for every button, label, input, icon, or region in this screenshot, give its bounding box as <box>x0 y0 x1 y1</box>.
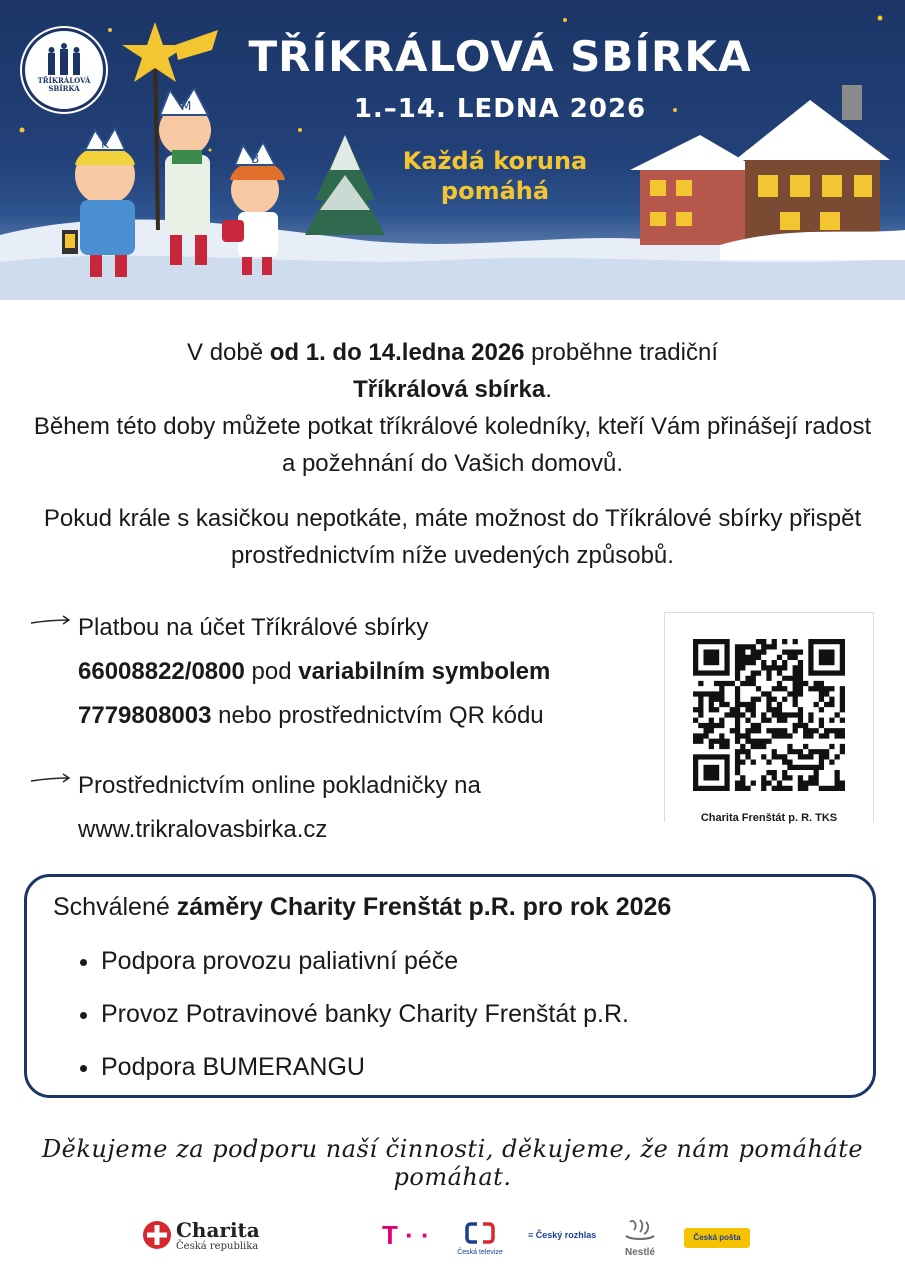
logo-text-line1: TŘÍKRÁLOVÁ <box>37 76 91 85</box>
banner-slogan <box>365 146 625 206</box>
rozhlas-icon: ≡ <box>528 1230 536 1240</box>
variable-symbol: 7779808003 <box>78 702 212 729</box>
crown-letter-b: B <box>251 152 260 166</box>
crown-letter-m: M <box>181 99 192 113</box>
three-kings-illustration <box>62 88 285 277</box>
intro-paragraph-2: Pokud krále s kasičkou nepotkáte, máte možnost do Tříkrálové sbírky přispět prostřednictvím níže uvedených způsobů. <box>43 505 862 569</box>
intro-text-a: V době <box>187 339 270 366</box>
nestle-name: Nestlé <box>624 1247 655 1258</box>
payment-online <box>78 764 658 852</box>
qr-code[interactable] <box>693 639 845 791</box>
charita-name: Charita <box>176 1218 260 1242</box>
goals-box <box>24 874 876 1098</box>
qr-caption: Charita Frenštát p. R. TKS <box>665 811 873 825</box>
intro-collection-name: Tříkrálová sbírka <box>353 376 546 403</box>
header-banner <box>0 0 905 300</box>
cesky-rozhlas-logo <box>528 1230 596 1240</box>
payment-line1: Platbou na účet Tříkrálové sbírky <box>78 614 429 641</box>
ct-name: Česká televize <box>457 1249 503 1256</box>
online-line1: Prostřednictvím online pokladničky na <box>78 772 481 799</box>
intro-text-b: proběhne tradiční <box>524 339 718 366</box>
logo-text-line2: SBÍRKA <box>48 84 80 93</box>
variable-symbol-label: variabilním symbolem <box>298 658 551 685</box>
arrow-right-icon <box>30 615 72 627</box>
goals-list <box>51 935 629 1094</box>
thanks-message: Děkujeme za podporu naší činnosti, děkujeme, že nám pomáháte pomáhat. <box>41 1135 864 1191</box>
qr-finder-pattern <box>693 639 730 676</box>
sponsor-logos <box>0 1210 905 1260</box>
slogan-line1: Každá koruna <box>402 147 588 175</box>
banner-dates: 1.–14. LEDNA 2026 <box>353 94 647 124</box>
three-crowns-icon <box>44 43 84 77</box>
qr-finder-pattern <box>693 754 730 791</box>
crown-letter-k: K <box>101 137 109 151</box>
telekom-logo: T · · <box>382 1220 430 1250</box>
payment-bank-transfer <box>78 606 658 738</box>
ceska-televize-logo <box>452 1222 508 1257</box>
intro-dates-bold: od 1. do 14.ledna 2026 <box>269 339 525 366</box>
trikralova-sbirka-logo <box>22 28 106 112</box>
nestle-nest-icon <box>622 1216 658 1242</box>
intro-paragraph <box>30 334 875 482</box>
goal-item: • Podpora provozu paliativní péče <box>101 935 629 988</box>
payment-under: pod <box>244 658 299 685</box>
charita-sub: Česká republika <box>176 1241 259 1252</box>
goals-title-bold: záměry Charity Frenštát p.R. pro rok 2026 <box>176 893 672 921</box>
banner-title: TŘÍKRÁLOVÁ SBÍRKA <box>248 32 752 81</box>
ceska-posta-logo <box>684 1228 750 1248</box>
online-url-link[interactable]: www.trikralovasbirka.cz <box>78 816 328 843</box>
slogan-line2: pomáhá <box>440 177 550 205</box>
goals-title-a: Schválené <box>53 893 177 921</box>
goal-item: • Podpora BUMERANGU <box>101 1041 629 1094</box>
payment-qr-text: nebo prostřednictvím QR kódu <box>211 702 544 729</box>
rozhlas-name: Český rozhlas <box>535 1230 597 1240</box>
arrow-right-icon <box>30 773 72 785</box>
goals-title <box>53 893 671 922</box>
ct-icon <box>465 1222 495 1244</box>
qr-finder-pattern <box>808 639 845 676</box>
account-number: 66008822/0800 <box>78 658 245 685</box>
goal-item: • Provoz Potravinové banky Charity Frenštát p.R. <box>101 988 629 1041</box>
nestle-logo <box>620 1216 660 1258</box>
charita-cross-icon <box>142 1220 172 1250</box>
intro-dot: . <box>545 376 552 403</box>
qr-code-box <box>664 612 874 822</box>
intro-text-c: Během této doby můžete potkat tříkrálové koledníky, kteří Vám přinášejí radost a požehnání do Vašich domovů. <box>33 413 872 477</box>
posta-name: Česká pošta <box>693 1233 741 1242</box>
